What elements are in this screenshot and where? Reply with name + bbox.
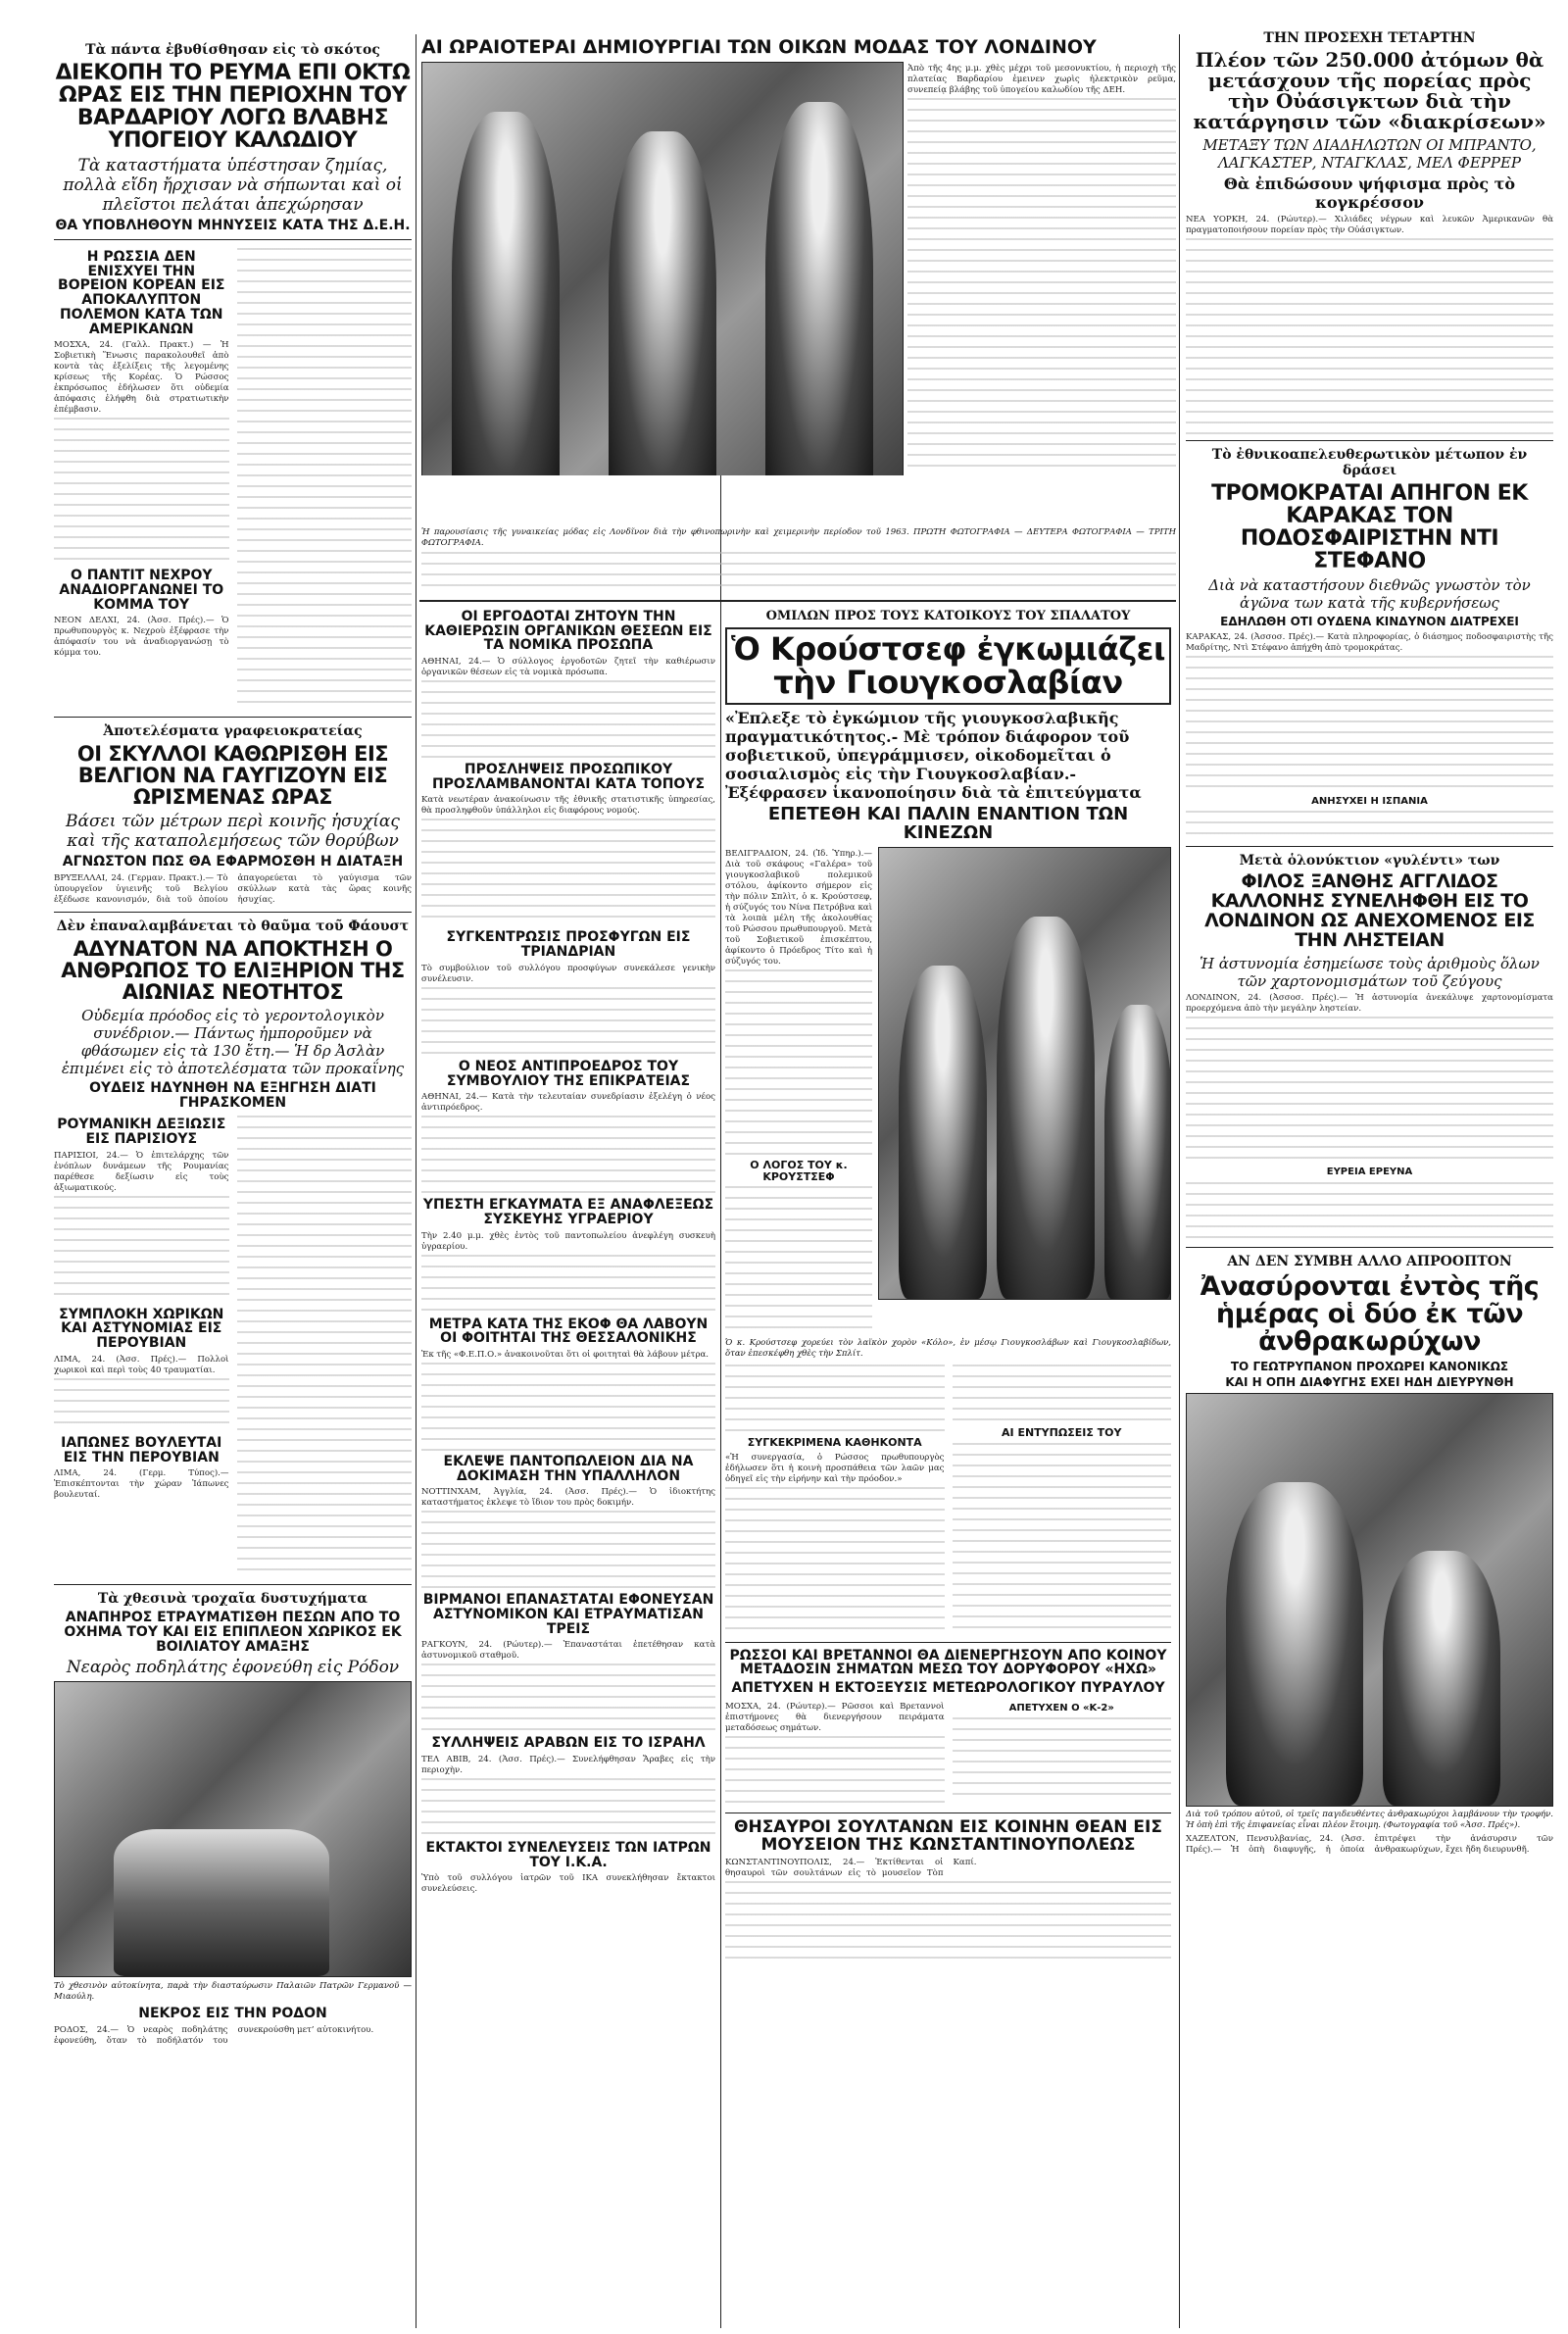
- text-filler: [421, 1255, 715, 1314]
- subhead-di-stefano: Διὰ νὰ καταστήσουν διεθνῶς γνωστὸν τὸν ἀγῶνα των κατὰ τῆς κυβερνήσεως: [1208, 576, 1531, 613]
- divider: [54, 1584, 412, 1585]
- article-hiring-body: Κατὰ νεωτέραν ἀνακοίνωσιν τῆς ἐθνικῆς στατιστικῆς ὑπηρεσίας, θὰ προσληφθοῦν ὑπάλληλοι εἰς διαφόρους νομούς.: [421, 795, 715, 817]
- lead-khrushchev: «Ἐπλεξε τὸ ἐγκώμιον τῆς γιουγκοσλαβικῆς πραγματικότητος.- Μὲ τρόπον διάφορον τοῦ σοβιετικοῦ, ὑπεγράμμισεν, οἰκοδομεῖται ὁ σοσιαλισμὸς εἰς τὴν Γιουγκοσλαβίαν.- Ἐξέφρασεν ἱκανοποίησιν διὰ τὰ ἐπιτεύγματα: [725, 709, 1142, 803]
- divider: [54, 239, 412, 240]
- text-filler: [54, 418, 229, 565]
- divider: [54, 912, 412, 913]
- subhead-dogs: Βάσει τῶν μέτρων περὶ κοινῆς ἡσυχίας καὶ τῆς καταπολεμήσεως τῶν θορύβων: [66, 812, 400, 852]
- text-filler: [421, 1664, 715, 1732]
- text-filler: [237, 248, 413, 709]
- article-israel-body: ΤΕΛ ΑΒΙΒ, 24. (Ἀσσ. Πρές).— Συνελήφθησαν Ἄραβες εἰς τὴν περιοχὴν.: [421, 1755, 715, 1776]
- text-filler: [953, 1365, 1172, 1423]
- text-filler: [421, 680, 715, 759]
- fashion-caption-area: [421, 524, 1176, 593]
- text-filler: [421, 987, 715, 1056]
- photo-fashion: [421, 62, 904, 475]
- article-employers-body: ΑΘΗΝΑΙ, 24.— Ὁ σύλλογος ἐργοδοτῶν ζητεῖ τὴν καθιέρωσιν ὀργανικῶν θέσεων εἰς τὰ νομικὰ πρόσωπα.: [421, 657, 715, 678]
- text-filler: [725, 969, 872, 1156]
- article-grocery-body: ΝΟΤΤΙΝΧΑΜ, Ἀγγλία, 24. (Ἀσσ. Πρές).— Ὁ ἰδιοκτήτης καταστήματος ἐκλεψε τὸ ἴδιον του πρὸς δοκιμήν.: [421, 1487, 715, 1509]
- divider: [1186, 846, 1553, 847]
- divider: [725, 1642, 1171, 1643]
- divider: [419, 600, 1176, 602]
- column-khrushchev: [725, 606, 1171, 2324]
- headline-dogs-unknown: ΑΓΝΩΣΤΟΝ ΠΩΣ ΘΑ ΕΦΑΡΜΟΣΘΗ Η ΔΙΑΤΑΞΗ: [62, 854, 404, 870]
- text-filler: [421, 819, 715, 926]
- text-filler: [725, 1736, 945, 1805]
- headline-dogs: ΟΙ ΣΚΥΛΛΟΙ ΚΑΘΩΡΙΣΘΗ ΕΙΣ ΒΕΛΓΙΟΝ ΝΑ ΓΑΥΓΙΖΟΥΝ ΕΙΣ ΩΡΙΣΜΕΝΑΣ ΩΡΑΣ: [76, 742, 389, 810]
- text-filler: [1186, 811, 1553, 840]
- kicker-faust: Δὲν ἐπαναλαμβάνεται τὸ θαῦμα τοῦ Φάουστ: [56, 918, 410, 934]
- article-peru-body: ΛΙΜΑ, 24. (Ἀσσ. Πρές).— Πολλοὶ χωρικοὶ καὶ περὶ τοὺς 40 τραυματίαι.: [54, 1354, 229, 1375]
- column-left: [54, 39, 412, 2324]
- headline-refugees: ΣΥΓΚΕΝΤΡΩΣΙΣ ΠΡΟΣΦΥΓΩΝ ΕΙΣ ΤΡΙΑΝΔΡΙΑΝ: [446, 929, 691, 961]
- headline-japan-mps: ΙΑΠΩΝΕΣ ΒΟΥΛΕΥΤΑΙ ΕΙΣ ΤΗΝ ΠΕΡΟΥΒΙΑΝ: [61, 1434, 222, 1465]
- subhead-tasks: ΣΥΓΚΕΚΡΙΜΕΝΑ ΚΑΘΗΚΟΝΤΑ: [747, 1436, 922, 1450]
- subhead-speech: Ο ΛΟΓΟΣ ΤΟΥ κ. ΚΡΟΥΣΤΣΕΦ: [750, 1158, 848, 1183]
- text-filler: [421, 1363, 715, 1451]
- divider: [54, 717, 412, 718]
- text-filler: [54, 1378, 229, 1432]
- text-filler: [421, 1511, 715, 1589]
- subhead-blackout: Τὰ καταστήματα ὑπέστησαν ζημίας, πολλὰ εἴδη ἤρχισαν νὰ σήπωνται καὶ οἱ πλεῖστοι πελάται ἀπεχώρησαν: [63, 156, 403, 216]
- subhead-k2: ΑΠΕΤΥΧΕΝ Ο «Κ-2»: [1008, 1702, 1114, 1713]
- headline-traffic: ΑΝΑΠΗΡΟΣ ΕΤΡΑΥΜΑΤΙΣΘΗ ΠΕΣΩΝ ΑΠΟ ΤΟ ΟΧΗΜΑ ΤΟΥ ΚΑΙ ΕΙΣ ΕΠΙΠΛΕΟΝ ΧΩΡΙΚΟΣ ΕΚ ΒΟΙΛΙΑΤΟΥ ΑΜΑΞΗΣ: [64, 1610, 402, 1655]
- caption-car-accident: Τὸ χθεσινὸν αὐτοκίνητα, παρὰ τὴν διασταύρωσιν Παλαιῶν Πατρῶν Γερμανοῦ — Μιαούλη.: [54, 1981, 412, 2003]
- photo-miners-rescue: [1186, 1393, 1553, 1807]
- headline-nehru: Ο ΠΑΝΤΙΤ ΝΕΧΡΟΥ ΑΝΑΔΙΟΡΓΑΝΩΝΕΙ ΤΟ ΚΟΜΜΑ ΤΟΥ: [59, 568, 224, 613]
- subhead-drill: ΤΟ ΓΕΩΤΡΥΠΑΝΟΝ ΠΡΟΧΩΡΕΙ ΚΑΝΟΝΙΚΩΣ: [1230, 1359, 1509, 1373]
- article-vice-president-body: ΑΘΗΝΑΙ, 24.— Κατὰ τὴν τελευταίαν συνεδρίασιν ἐξελέγη ὁ νέος ἀντιπρόεδρος.: [421, 1092, 715, 1114]
- subhead-search: ΕΥΡΕΙΑ ΕΡΕΥΝΑ: [1326, 1167, 1413, 1178]
- text-filler: [953, 1443, 1172, 1629]
- headline-khrushchev: Ὁ Κρούστσεφ ἐγκωμιάζει τὴν Γιουγκοσλαβίαν: [725, 627, 1171, 705]
- headline-no-danger: ΕΔΗΛΩΘΗ ΟΤΙ ΟΥΔΕΝΑ ΚΙΝΔΥΝΟΝ ΔΙΑΤΡΕΧΕΙ: [1220, 615, 1519, 629]
- photo-car-accident: [54, 1681, 412, 1977]
- headline-israel: ΣΥΛΛΗΨΕΙΣ ΑΡΑΒΩΝ ΕΙΣ ΤΟ ΙΣΡΑΗΛ: [431, 1735, 706, 1752]
- divider: [1186, 1247, 1553, 1248]
- headline-elixir: ΑΔΥΝΑΤΟΝ ΝΑ ΑΠΟΚΤΗΣΗ Ο ΑΝΘΡΩΠΟΣ ΤΟ ΕΛΙΞΗΡΙΟΝ ΤΗΣ ΑΙΩΝΙΑΣ ΝΕΟΤΗΤΟΣ: [61, 936, 405, 1004]
- caption-fashion: Ἡ παρουσίασις τῆς γυναικείας μόδας εἰς Λονδῖνον διὰ τὴν φθινοπωρινὴν καὶ χειμερινὴν περίοδον τοῦ 1963. ΠΡΩΤΗ ΦΩΤΟΓΡΑΦΙΑ — ΔΕΥΤΕΡΑ ΦΩΤΟΓΡΑΦΙΑ — ΤΡΙΤΗ ΦΩΤΟΓΡΑΦΙΑ.: [421, 527, 1176, 548]
- headline-rhodes: ΝΕΚΡΟΣ ΕΙΣ ΤΗΝ ΡΟΔΟΝ: [138, 2006, 327, 2022]
- text-filler: [725, 1365, 945, 1433]
- caption-miners-rescue: Διὰ τοῦ τρόπου αὐτοῦ, οἱ τρεῖς παγιδευθέντες ἀνθρακωρύχοι λαμβάνουν τὴν τροφήν. Ἡ ὀπὴ ἐπὶ τῆς ἐπιφανείας εἶναι πλέον ἕτοιμη. (Φωτογραφία τοῦ «Ἀσσ. Πρές»).: [1186, 1809, 1553, 1830]
- article-satellite-body: ΜΟΣΧΑ, 24. (Ρώυτερ).— Ρῶσσοι καὶ Βρεταννοὶ ἐπιστήμονες θὰ διενεργήσουν πειράματα μεταδόσεως σημάτων.: [725, 1701, 945, 1733]
- article-sultans-body: ΚΩΝΣΤΑΝΤΙΝΟΥΠΟΛΙΣ, 24.— Ἐκτίθενται οἱ θησαυροὶ τῶν σουλτάνων εἰς τὸ μουσεῖον Τὸπ Καπί.: [725, 1858, 977, 1879]
- text-filler: [237, 1116, 413, 1576]
- caption-kolo-dance: Ὁ κ. Κρούστσεφ χορεύει τὸν λαϊκὸν χορὸν «Κόλο», ἐν μέσῳ Γιουγκοσλάβων καὶ Γιουγκοσλαβίδων, ὅταν ἐπεσκέφθη χθὲς τὴν Σπλίτ.: [725, 1338, 1171, 1360]
- text-filler: [421, 1116, 715, 1194]
- subhead-escape-hole: ΚΑΙ Η ΟΠΗ ΔΙΑΦΥΓΗΣ ΕΧΕΙ ΗΔΗ ΔΙΕΥΡΥΝΘΗ: [1225, 1375, 1514, 1390]
- headline-gas-burn: ΥΠΕΣΤΗ ΕΓΚΑΥΜΑΤΑ ΕΞ ΑΝΑΦΛΕΞΕΩΣ ΣΥΣΚΕΥΗΣ ΥΓΡΑΕΡΙΟΥ: [422, 1197, 714, 1227]
- article-burma-body: ΡΑΓΚΟΥΝ, 24. (Ρώυτερ).— Ἐπαναστάται ἐπετέθησαν κατὰ ἀστυνομικοῦ σταθμοῦ.: [421, 1640, 715, 1662]
- kicker-split: ΟΜΙΛΩΝ ΠΡΟΣ ΤΟΥΣ ΚΑΤΟΙΚΟΥΣ ΤΟΥ ΣΠΑΛΑΤΟΥ: [765, 609, 1131, 623]
- headline-robbery: ΦΙΛΟΣ ΞΑΝΘΗΣ ΑΓΓΛΙΔΟΣ ΚΑΛΛΟΝΗΣ ΣΥΝΕΛΗΦΘΗ ΕΙΣ ΤΟ ΛΟΝΔΙΝΟΝ ΩΣ ΑΝΕΧΟΜΕΝΟΣ ΕΙΣ ΤΗΝ ΛΗΣΤΕΙΑΝ: [1204, 870, 1535, 952]
- headline-satellite: ΡΩΣΣΟΙ ΚΑΙ ΒΡΕΤΑΝΝΟΙ ΘΑ ΔΙΕΝΕΡΓΗΣΟΥΝ ΑΠΟ ΚΟΙΝΟΥ ΜΕΤΑΔΟΣΙΝ ΣΗΜΑΤΩΝ ΜΕΣΩ ΤΟΥ ΔΟΡΥΦΟΡΟΥ «ΗΧΩ»: [729, 1647, 1167, 1678]
- column-rule: [1179, 34, 1180, 2328]
- subhead-rhodes: Νεαρὸς ποδηλάτης ἐφονεύθη εἰς Ρόδον: [66, 1658, 400, 1678]
- kicker-liberation: Τὸ ἐθνικοαπελευθερωτικὸν μέτωπον ἐν δράσει: [1211, 447, 1528, 478]
- text-filler: [1186, 1017, 1553, 1164]
- headline-march: Πλέον τῶν 250.000 ἀτόμων θὰ μετάσχουν τῆς πορείας πρὸς τὴν Οὐάσιγκτων διὰ τὴν κατάργησιν τῶν «διακρίσεων»: [1193, 48, 1546, 133]
- headline-vice-president: Ο ΝΕΟΣ ΑΝΤΙΠΡΟΕΔΡΟΣ ΤΟΥ ΣΥΜΒΟΥΛΙΟΥ ΤΗΣ ΕΠΙΚΡΑΤΕΙΑΣ: [446, 1058, 691, 1089]
- headline-peru-clash: ΣΥΜΠΛΟΚΗ ΧΩΡΙΚΩΝ ΚΑΙ ΑΣΤΥΝΟΜΙΑΣ ΕΙΣ ΠΕΡΟΥΒΙΑΝ: [59, 1306, 224, 1352]
- text-filler: [1186, 656, 1553, 793]
- subhead-spain: ΑΝΗΣΥΧΕΙ Η ΙΣΠΑΝΙΑ: [1311, 795, 1428, 807]
- text-filler: [725, 1186, 872, 1333]
- article-dogs-body: ΒΡΥΞΕΛΛΑΙ, 24. (Γερμαν. Πρακτ.).— Τὸ ὑπουργεῖον ὑγιεινῆς τοῦ Βελγίου ἐξέδωσε κανονισμόν, διὰ τοῦ ὁποίου ἀπαγορεύεται τὸ γαύγισμα τῶν σκύλλων κατὰ τὰς ὥρας κοινῆς ἡσυχίας.: [54, 872, 412, 905]
- article-miners-body: ΧΑΖΕΛΤΟΝ, Πενσυλβανίας, 24. (Ἀσσ. Πρές).— Ἡ ὀπὴ διαφυγῆς, ἡ ὁποία ἐπιτρέψει τὴν ἀνάσυρσιν τῶν ἀνθρακωρύχων, ἔχει ἤδη διευρυνθῆ.: [1186, 1833, 1553, 1855]
- banner-fashion: ΑΙ ΩΡΑΙΟΤΕΡΑΙ ΔΗΜΙΟΥΡΓΙΑΙ ΤΩΝ ΟΙΚΩΝ ΜΟΔΑΣ ΤΟΥ ΛΟΝΔΙΝΟΥ: [421, 36, 1097, 58]
- article-students-body: Ἐκ τῆς «Φ.Ε.Π.Ο.» ἀνακοινοῦται ὅτι οἱ φοιτηταὶ θὰ λάβουν μέτρα.: [421, 1349, 710, 1360]
- headline-hiring: ΠΡΟΣΛΗΨΕΙΣ ΠΡΟΣΩΠΙΚΟΥ ΠΡΟΣΛΑΜΒΑΝΟΝΤΑΙ ΚΑΤΑ ΤΟΠΟΥΣ: [431, 762, 706, 792]
- article-fuse-body: Ἀπὸ τῆς 4ης μ.μ. χθὲς μέχρι τοῦ μεσονυκτίου, ἡ περιοχὴ τῆς πλατείας Βαρδαρίου ἐμεινεν χωρὶς ἠλεκτρικὸν ρεῦμα, συνεπείᾳ βλάβης τοῦ ὑπογείου καλωδίου τῆς ΔΕΗ.: [907, 63, 1176, 95]
- kicker-unforeseen: ΑΝ ΔΕΝ ΣΥΜΒΗ ΑΛΛΟ ΑΠΡΟΟΠΤΟΝ: [1227, 1253, 1512, 1269]
- text-filler: [421, 552, 1176, 591]
- headline-students: ΜΕΤΡΑ ΚΑΤΑ ΤΗΣ ΕΚΟΦ ΘΑ ΛΑΒΟΥΝ ΟΙ ΦΟΙΤΗΤΑΙ ΤΗΣ ΘΕΣΣΑΛΟΝΙΚΗΣ: [428, 1316, 709, 1347]
- article-nehru-body: ΝΕΟΝ ΔΕΛΧΙ, 24. (Ἀσσ. Πρές).— Ὁ πρωθυπουργὸς κ. Νεχροὺ ἐξέφρασε τὴν ἀπόφασίν του νὰ ἀναδιοργανώσῃ τὸ κόμμα του.: [54, 616, 229, 659]
- text-filler: [54, 1196, 229, 1304]
- text-filler: [1186, 1182, 1553, 1241]
- text-filler: [725, 1487, 945, 1634]
- kicker-traffic: Τὰ χθεσινὰ τροχαῖα δυστυχήματα: [97, 1591, 368, 1608]
- text-filler: [907, 98, 1176, 475]
- kicker-all-night: Μετὰ ὁλονύκτιον «γυλέντι» των: [1239, 853, 1500, 869]
- subhead-banknotes: Ἡ ἀστυνομία ἐσημείωσε τοὺς ἀριθμοὺς ὅλων τῶν χαρτονομισμάτων τοῦ ζεύγους: [1200, 955, 1540, 991]
- headline-ika-doctors: ΕΚΤΑΚΤΟΙ ΣΥΝΕΛΕΥΣΕΙΣ ΤΩΝ ΙΑΤΡΩΝ ΤΟΥ Ι.Κ.Α.: [425, 1840, 711, 1870]
- article-korea-body: ΜΟΣΧΑ, 24. (Γαλλ. Πρακτ.) — Ἡ Σοβιετικὴ Ἕνωσις παρακολουθεῖ ἀπὸ κοντὰ τὰς ἐξελίξεις τῆς λεγομένης κρίσεως τῆς Κορέας. Ὁ Ρώσσος ἐκπρόσωπος ἐδήλωσεν ὅτι οὐδεμία ἀπόφασις ἐλήφθη διὰ στρατιωτικὴν ἐπέμβασιν.: [54, 340, 229, 416]
- fashion-section: [421, 34, 1176, 475]
- headline-romanian: ΡΟΥΜΑΝΙΚΗ ΔΕΞΙΩΣΙΣ ΕΙΣ ΠΑΡΙΣΙΟΥΣ: [57, 1117, 226, 1148]
- text-filler: [421, 1778, 715, 1837]
- article-march-body: ΝΕΑ ΥΟΡΚΗ, 24. (Ρώυτερ).— Χιλιάδες νέγρων καὶ λευκῶν Ἀμερικανῶν θὰ πραγματοποιήσουν πορείαν πρὸς τὴν Οὐάσιγκτων.: [1186, 215, 1553, 235]
- photo-kolo-dance: [878, 847, 1171, 1300]
- headline-miners: Ἀνασύρονται ἐντὸς τῆς ἡμέρας οἱ δύο ἐκ τῶν ἀνθρακωρύχων: [1200, 1270, 1540, 1358]
- article-refugees-body: Τὸ συμβούλιον τοῦ συλλόγου προσφύγων συνεκάλεσε γενικὴν συνέλευσιν.: [421, 963, 715, 984]
- headline-lawsuits: ΘΑ ΥΠΟΒΛΗΘΟΥΝ ΜΗΝΥΣΕΙΣ ΚΑΤΑ ΤΗΣ Δ.Ε.Η.: [55, 218, 411, 234]
- article-robbery-body: ΛΟΝΔΙΝΟΝ, 24. (Ἀσσοσ. Πρές).— Ἡ ἀστυνομία ἀνεκάλυψε χαρτονομίσματα προερχόμενα ἀπὸ τὴν μεγάλην ληστείαν.: [1186, 993, 1553, 1015]
- kicker-congress: Θὰ ἐπιδώσουν ψήφισμα πρὸς τὸ κογκρέσσον: [1223, 174, 1516, 212]
- kicker-bureaucracy: Ἀποτελέσματα γραφειοκρατείας: [103, 723, 363, 740]
- article-di-stefano-body: ΚΑΡΑΚΑΣ, 24. (Ἀσσοσ. Πρές).— Κατὰ πληροφορίας, ὁ διάσημος ποδοσφαιριστὴς τῆς Μαδρίτης, Ντὶ Στέφανο ἀπήχθη ἀπὸ τρομοκράτας.: [1186, 631, 1553, 653]
- headline-grocery: ΕΚΛΕΨΕ ΠΑΝΤΟΠΩΛΕΙΟΝ ΔΙΑ ΝΑ ΔΟΚΙΜΑΣΗ ΤΗΝ ΥΠΑΛΛΗΛΟΝ: [443, 1453, 694, 1484]
- headline-chinese: ΕΠΕΤΕΘΗ ΚΑΙ ΠΑΛΙΝ ΕΝΑΝΤΙΟΝ ΤΩΝ ΚΙΝΕΖΩΝ: [767, 804, 1129, 844]
- text-filler: [725, 1881, 1171, 1960]
- headline-burma: ΒΙΡΜΑΝΟΙ ΕΠΑΝΑΣΤΑΤΑΙ ΕΦΟΝΕΥΣΑΝ ΑΣΤΥΝΟΜΙΚΟΝ ΚΑΙ ΕΤΡΑΥΜΑΤΙΣΑΝ ΤΡΕΙΣ: [422, 1592, 714, 1637]
- divider: [1186, 440, 1553, 441]
- headline-di-stefano: ΤΡΟΜΟΚΡΑΤΑΙ ΑΠΗΓΟΝ ΕΚ ΚΑΡΑΚΑΣ ΤΟΝ ΠΟΔΟΣΦΑΙΡΙΣΤΗΝ ΝΤΙ ΣΤΕΦΑΝΟ: [1211, 481, 1528, 574]
- column-right: [1186, 27, 1553, 2324]
- column-rule: [720, 475, 721, 2328]
- column-center-left: [421, 606, 715, 2324]
- headline-sultans: ΘΗΣΑΥΡΟΙ ΣΟΥΛΤΑΝΩΝ ΕΙΣ ΚΟΙΝΗΝ ΘΕΑΝ ΕΙΣ ΜΟΥΣΕΙΟΝ ΤΗΣ ΚΩΝΣΤΑΝΤΙΝΟΥΠΟΛΕΩΣ: [734, 1816, 1162, 1855]
- kicker-blackout: Τὰ πάντα ἐβυθίσθησαν εἰς τὸ σκότος: [85, 42, 380, 58]
- subhead-impressions: ΑΙ ΕΝΤΥΠΩΣΕΙΣ ΤΟΥ: [1002, 1426, 1122, 1440]
- article-japan-body: ΛΙΜΑ, 24. (Γερμ. Τύπος).— Ἐπισκέπτονται τὴν χώραν Ἰάπωνες βουλευταί.: [54, 1468, 229, 1501]
- headline-aging: ΟΥΔΕΙΣ ΗΔΥΝΗΘΗ ΝΑ ΕΞΗΓΗΣΗ ΔΙΑΤΙ ΓΗΡΑΣΚΟΜΕΝ: [89, 1080, 376, 1111]
- text-filler: [953, 1717, 1172, 1796]
- headline-korea: Η ΡΩΣΣΙΑ ΔΕΝ ΕΝΙΣΧΥΕΙ ΤΗΝ ΒΟΡΕΙΟΝ ΚΟΡΕΑΝ ΕΙΣ ΑΠΟΚΑΛΥΠΤΟΝ ΠΟΛΕΜΟΝ ΚΑΤΑ ΤΩΝ ΑΜΕΡΙΚΑΝΩΝ: [58, 249, 225, 337]
- text-filler: [1186, 238, 1553, 434]
- headline-rocket: ΑΠΕΤΥΧΕΝ Η ΕΚΤΟΞΕΥΣΙΣ ΜΕΤΕΩΡΟΛΟΓΙΚΟΥ ΠΥΡΑΥΛΟΥ: [731, 1679, 1165, 1696]
- article-khrushchev-body: ΒΕΛΙΓΡΑΔΙΟΝ, 24. (Ἰδ. Ὑπηρ.).— Διὰ τοῦ σκάφους «Γαλέρα» τοῦ γιουγκοσλαβικοῦ πολεμικοῦ στόλου, ἀφίκοντο σήμερον εἰς τὴν πόλιν Σπλὶτ, ὁ κ. Κρούστσεφ, ἡ σύζυγός του Νίνα Πετρόβνα καὶ τὰ λοιπὰ μέλη τῆς ἀκολουθίας τοῦ Ρώσσου πρωθυπουργοῦ. Μετὰ τοῦ Σοβιετικοῦ ἐπισκέπτου, ἀφίκοντο ὁ Πρόεδρος Τίτο καὶ ἡ σύζυγός του.: [725, 848, 872, 967]
- article-rhodes-body: ΡΟΔΟΣ, 24.— Ὁ νεαρὸς ποδηλάτης ἐφονεύθη, ὅταν τὸ ποδήλατόν του συνεκρούσθη μετ’ αὐτοκινήτου.: [54, 2025, 374, 2047]
- article-tasks-body: «Ἡ συνεργασία, ὁ Ρώσσος πρωθυπουργὸς ἐδήλωσεν ὅτι ἡ κοινὴ προσπάθεια τῶν λαῶν μας ὁδηγεῖ εἰς τὴν εἰρήνην καὶ τὴν πρόοδον.»: [725, 1452, 945, 1484]
- subhead-march-celebrities: ΜΕΤΑΞΥ ΤΩΝ ΔΙΑΔΗΛΩΤΩΝ ΟΙ ΜΠΡΑΝΤΟ, ΛΑΓΚΑΣΤΕΡ, ΝΤΑΓΚΛΑΣ, ΜΕΛ ΦΕΡΡΕΡ: [1202, 136, 1537, 172]
- article-romanian-body: ΠΑΡΙΣΙΟΙ, 24.— Ὁ ἐπιτελάρχης τῶν ἐνόπλων δυνάμεων τῆς Ρουμανίας παρέθεσε δεξίωσιν εἰς τοὺς ἀξιωματικούς.: [54, 1150, 229, 1193]
- subhead-elixir: Οὐδεμία πρόοδος εἰς τὸ γεροντολογικὸν συνέδριον.— Πάντως ἠμποροῦμεν νὰ φθάσωμεν εἰς τὰ 130 ἔτη.— Ἡ δρ Ἀσλὰν ἐπιμένει εἰς τὸ ἀποτελέσματα τῶν προκαΐνης: [61, 1007, 405, 1078]
- headline-employers: ΟΙ ΕΡΓΟΔΟΤΑΙ ΖΗΤΟΥΝ ΤΗΝ ΚΑΘΙΕΡΩΣΙΝ ΟΡΓΑΝΙΚΩΝ ΘΕΣΕΩΝ ΕΙΣ ΤΑ ΝΟΜΙΚΑ ΠΡΟΣΩΠΑ: [424, 609, 712, 654]
- kicker-wednesday: ΤΗΝ ΠΡΟΣΕΧΗ ΤΕΤΑΡΤΗΝ: [1263, 30, 1476, 46]
- article-gas-burn-body: Τὴν 2.40 μ.μ. χθὲς ἐντὸς τοῦ παντοπωλείου ἀνεφλέγη συσκευὴ ὑγραερίου.: [421, 1230, 715, 1252]
- headline-blackout: ΔΙΕΚΟΠΗ ΤΟ ΡΕΥΜΑ ΕΠΙ ΟΚΤΩ ΩΡΑΣ ΕΙΣ ΤΗΝ ΠΕΡΙΟΧΗΝ ΤΟΥ ΒΑΡΔΑΡΙΟΥ ΛΟΓΩ ΒΛΑΒΗΣ ΥΠΟΓΕΙΟΥ ΚΑΛΩΔΙΟΥ: [55, 61, 411, 154]
- article-ika-body: Ὑπὸ τοῦ συλλόγου ἰατρῶν τοῦ ΙΚΑ συνεκλήθησαν ἔκτακτοι συνελεύσεις.: [421, 1873, 715, 1895]
